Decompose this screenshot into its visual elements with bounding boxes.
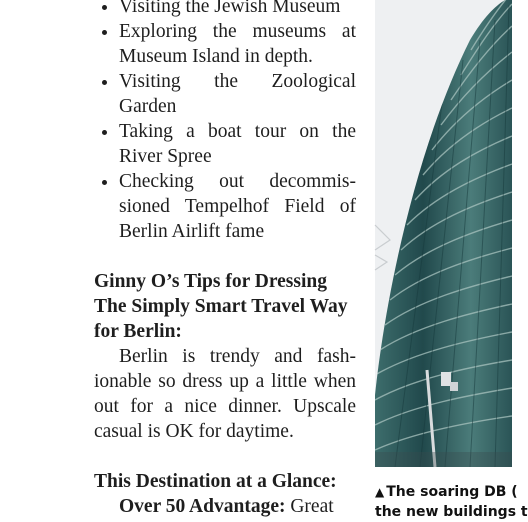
- caption-line-2: the new buildings t: [375, 504, 528, 520]
- list-item: • Taking a boat tour on the River Spree: [119, 119, 356, 169]
- glance-heading: This Destination at a Glance:: [94, 471, 337, 492]
- caption-text: The soaring DB (: [386, 484, 518, 500]
- tips-heading: Ginny O’s Tips for Dressing The Simply Smart Travel Way for Berlin:: [94, 271, 348, 342]
- list-item: • Visiting the Zoological Garden: [119, 69, 356, 119]
- activities-list: [94, 0, 356, 244]
- list-item: • Checking out decommissioned Tempelhof Field of Berlin Airlift fame: [119, 169, 356, 244]
- article-text-column: [94, 0, 356, 519]
- advantage-line: [94, 494, 356, 519]
- advantage-label: Over 50 Advantage:: [119, 496, 286, 517]
- building-photo: [375, 0, 512, 467]
- tips-body: Berlin is trendy and fashionable so dress up a little when out for a nice dinner. Upscale casual is OK for daytime.: [94, 346, 356, 442]
- photo-caption: [375, 482, 528, 522]
- caption-line-1: [375, 482, 518, 502]
- advantage-text: Great: [290, 496, 334, 517]
- list-item: • Exploring the museums at Museum Island in depth.: [119, 19, 356, 69]
- triangle-up-icon: ▲: [375, 485, 385, 499]
- list-item: • Visiting the Jewish Museum: [119, 0, 356, 19]
- db-tower-illustration: [375, 0, 512, 467]
